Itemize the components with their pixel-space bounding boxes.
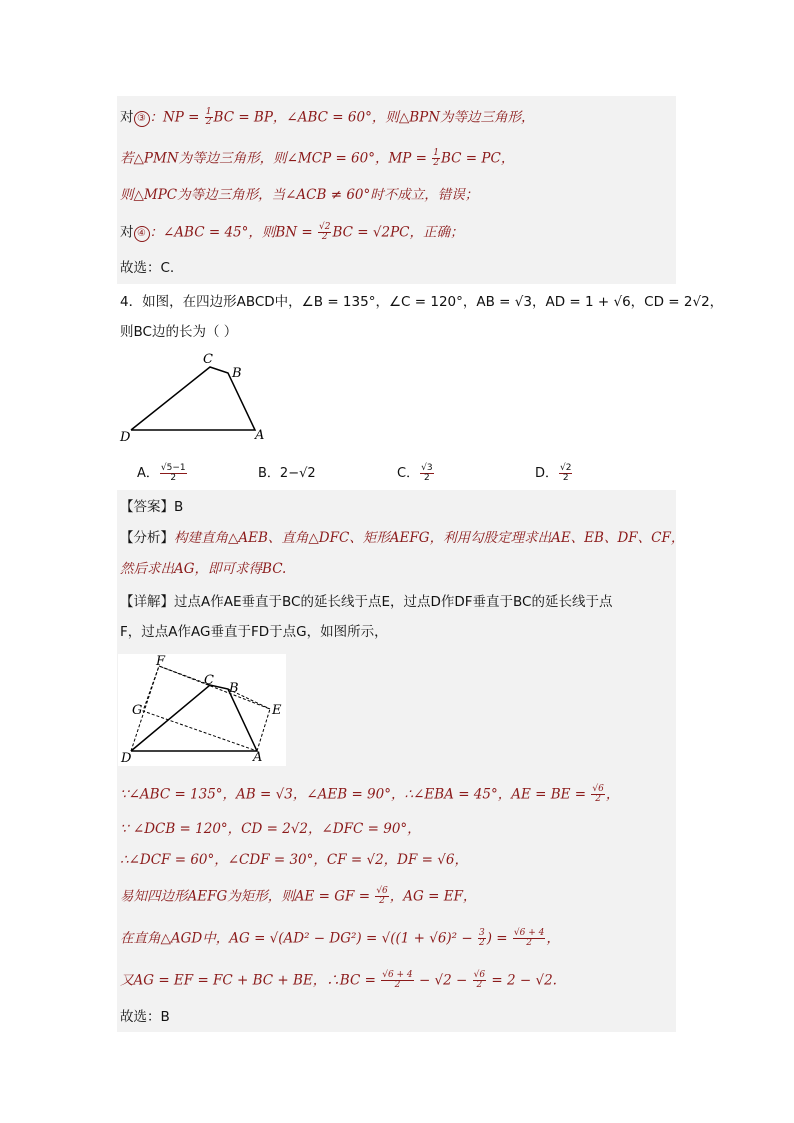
label-F: F bbox=[156, 654, 166, 669]
label-G: G bbox=[132, 703, 143, 718]
step-6: 又AG = EF = FC + BC + BE，∴BC = $\frac{√6 + 4}{2}$ − √2 − $\frac{√6}{2}$ = 2 − √2. bbox=[120, 970, 557, 990]
label-B2: B bbox=[229, 681, 239, 696]
circled-4: ④ bbox=[134, 226, 150, 242]
prev-line-5: 则△MPC为等边三角形，当∠ACB ≠ 60°时不成立，错误； bbox=[120, 187, 479, 203]
question-stem-2: 则BC边的长为（ ） bbox=[120, 324, 238, 340]
option-a[interactable]: A． $\frac{√5-1}{2}$ bbox=[137, 463, 186, 483]
step-5: 在直角△AGD中，AG = √(AD² − DG²) = √((1 + √6)² − $\frac{3}{2}$ ) = $\frac{√6 + 4}{2}$ ， bbox=[120, 928, 560, 948]
figure-construction bbox=[118, 654, 286, 766]
question-stem: 4．如图，在四边形ABCD中，∠B = 135°，∠C = 120°，AB = √3，AD = 1 + √6，CD = 2√2， bbox=[120, 294, 724, 310]
step-4: 易知四边形AEFG为矩形，则AE = GF = $\frac{√6}{2}$ ，AG = EF， bbox=[120, 886, 477, 906]
circled-3: ③ bbox=[134, 111, 150, 127]
answer-line: 【答案】B bbox=[120, 499, 184, 515]
label-A2: A bbox=[253, 750, 263, 765]
prev-answer: 故选：C. bbox=[120, 260, 175, 276]
prev-line-6: 对 ④ ：∠ABC = 45°，则BN = $\frac{√2}{2}$ BC = √2PC，正确； bbox=[120, 222, 464, 242]
prev-line-3: 对 ③ ：NP = $\frac{1}{2}$ BC = BP，∠ABC = 60°，则△BPN为等边三角形， bbox=[120, 107, 535, 127]
detail-line-2: F，过点A作AG垂直于FD于点G，如图所示， bbox=[120, 624, 388, 640]
label-A: A bbox=[255, 428, 265, 443]
option-d[interactable]: D． $\frac{√2}{2}$ bbox=[535, 463, 572, 483]
detail-line: 【详解】过点A作AE垂直于BC的延长线于点E，过点D作DF垂直于BC的延长线于点 bbox=[120, 594, 613, 610]
analysis-line: 【分析】构建直角△AEB、直角△DFC、矩形AEFG，利用勾股定理求出AE、EB、DF、CF， bbox=[120, 530, 685, 546]
label-C: C bbox=[203, 352, 213, 367]
label-B: B bbox=[232, 366, 242, 381]
label-D2: D bbox=[121, 751, 132, 766]
prev-line-4: 若△PMN为等边三角形，则∠MCP = 60°，MP = $\frac{1}{2}$ BC = PC， bbox=[120, 148, 515, 168]
label-C2: C bbox=[204, 673, 214, 688]
label-E: E bbox=[272, 703, 282, 718]
step-2: ∵ ∠DCB = 120°，CD = 2√2，∠DFC = 90°， bbox=[120, 821, 421, 837]
figure-quadrilateral bbox=[118, 348, 278, 443]
step-1: ∵∠ABC = 135°，AB = √3，∠AEB = 90°，∴∠EBA = 45°，AE = BE = $\frac{√6}{2}$ ， bbox=[120, 784, 620, 804]
step-3: ∴∠DCF = 60°，∠CDF = 30°，CF = √2，DF = √6， bbox=[120, 852, 468, 868]
line-ea bbox=[159, 666, 210, 685]
option-c[interactable]: C． $\frac{√3}{2}$ bbox=[397, 463, 433, 483]
label-D: D bbox=[120, 430, 131, 443]
final-answer: 故选：B bbox=[120, 1009, 170, 1025]
analysis-line-2: 然后求出AG，即可求得BC. bbox=[120, 561, 287, 577]
option-b[interactable]: B．2−√2 bbox=[258, 466, 316, 481]
